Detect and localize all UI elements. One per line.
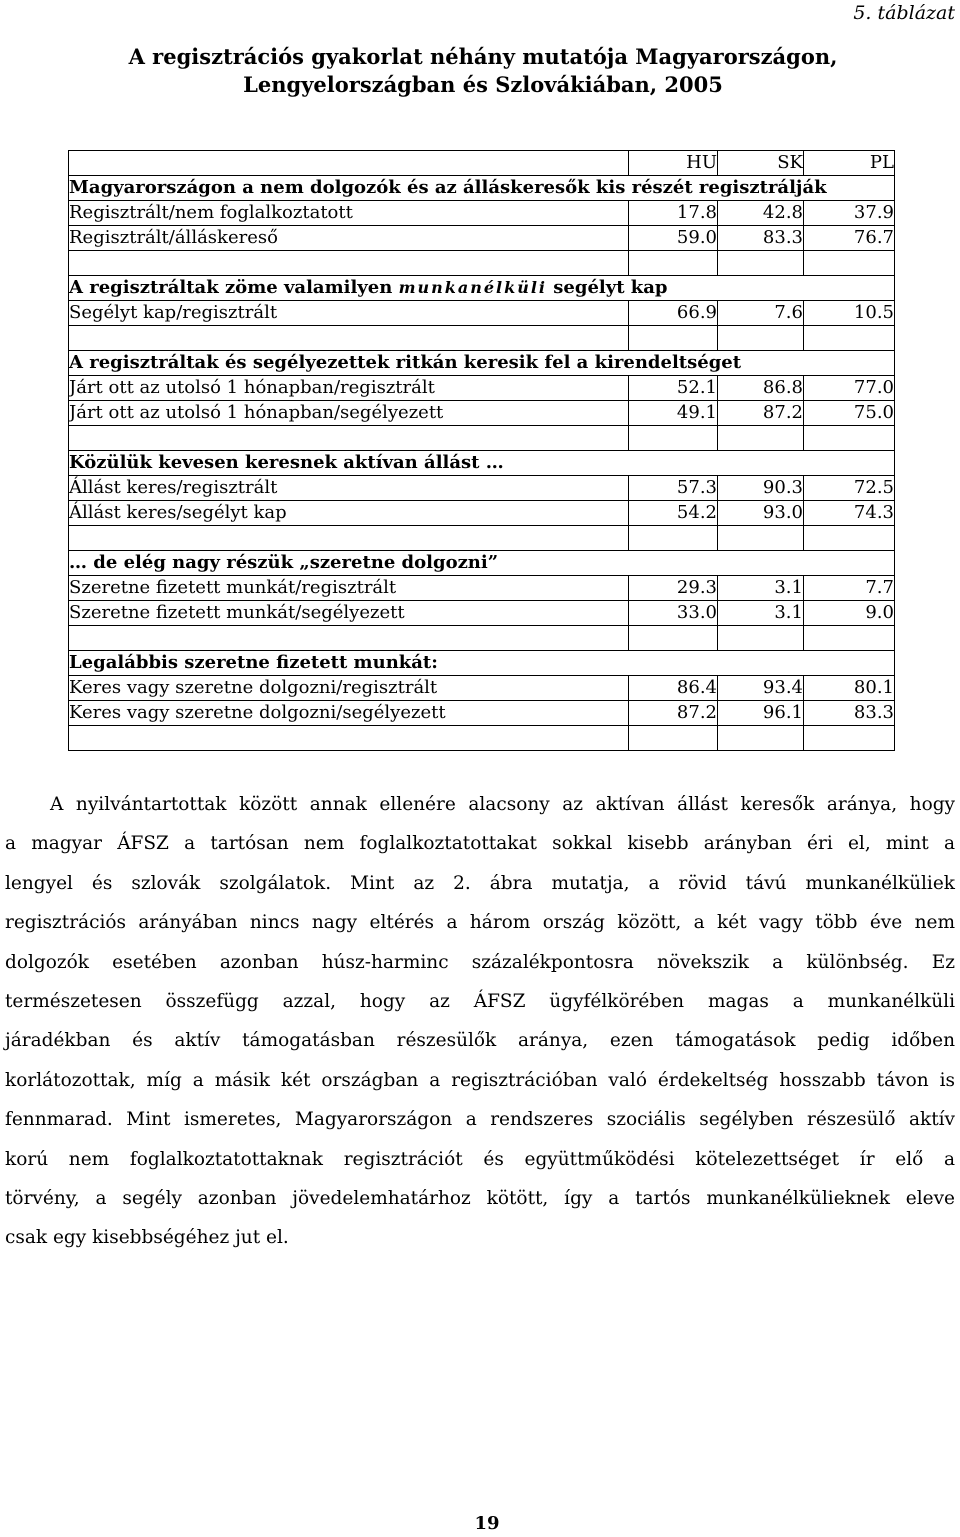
value-pl: 10.5 bbox=[804, 301, 895, 326]
table-row bbox=[69, 301, 895, 326]
section-heading: A regisztráltak és segélyezettek ritkán keresik fel a kirendeltséget bbox=[69, 351, 895, 376]
value-pl: 72.5 bbox=[804, 476, 895, 501]
row-label: Állást keres/segélyt kap bbox=[69, 501, 629, 526]
value-sk: 83.3 bbox=[718, 226, 804, 251]
empty-cell bbox=[69, 251, 629, 276]
value-hu: 17.8 bbox=[629, 201, 718, 226]
empty-header-cell bbox=[69, 151, 629, 176]
value-hu: 52.1 bbox=[629, 376, 718, 401]
paragraph-line: korú nem foglalkoztatottaknak regisztrációt és együttműködési kötelezettséget ír elő a bbox=[5, 1148, 955, 1170]
value-sk: 3.1 bbox=[718, 576, 804, 601]
value-hu: 59.0 bbox=[629, 226, 718, 251]
value-pl: 77.0 bbox=[804, 376, 895, 401]
empty-cell bbox=[718, 726, 804, 751]
table-row bbox=[69, 601, 895, 626]
table-row bbox=[69, 226, 895, 251]
paragraph-line: korlátozottak, míg a másik két országban a regisztrációban való érdekeltség hosszabb távon is bbox=[5, 1069, 955, 1091]
spacer-row bbox=[69, 626, 895, 651]
row-label: Keres vagy szeretne dolgozni/segélyezett bbox=[69, 701, 629, 726]
value-hu: 57.3 bbox=[629, 476, 718, 501]
empty-cell bbox=[718, 326, 804, 351]
value-pl: 37.9 bbox=[804, 201, 895, 226]
value-pl: 75.0 bbox=[804, 401, 895, 426]
paragraph-line: A nyilvántartottak között annak ellenére alacsony az aktívan állást keresők aránya, hogy bbox=[50, 794, 955, 815]
row-label: Állást keres/regisztrált bbox=[69, 476, 629, 501]
page-number: 19 bbox=[474, 1513, 500, 1534]
row-label: Regisztrált/álláskereső bbox=[69, 226, 629, 251]
empty-cell bbox=[69, 626, 629, 651]
empty-cell bbox=[718, 626, 804, 651]
paragraph-line: lengyel és szlovák szolgálatok. Mint az 2. ábra mutatja, a rövid távú munkanélküliek bbox=[5, 872, 955, 894]
empty-cell bbox=[718, 526, 804, 551]
title-line: Lengyelországban és Szlovákiában, 2005 bbox=[243, 72, 723, 97]
empty-cell bbox=[629, 526, 718, 551]
spacer-row bbox=[69, 526, 895, 551]
column-header-pl: PL bbox=[804, 151, 895, 176]
section-heading: … de elég nagy részük „szeretne dolgozni” bbox=[69, 551, 895, 576]
section-heading-row bbox=[69, 551, 895, 576]
row-label: Regisztrált/nem foglalkoztatott bbox=[69, 201, 629, 226]
paragraph-line: dolgozók esetében azonban húsz-harminc százalékpontosra növekszik a különbség. Ez bbox=[5, 951, 955, 973]
table-row bbox=[69, 201, 895, 226]
paragraph-line: járadékban és aktív támogatásban részesülők aránya, ezen támogatások pedig időben bbox=[5, 1030, 955, 1052]
paragraph-line: természetesen összefügg azzal, hogy az ÁFSZ ügyfélkörében magas a munkanélküli bbox=[5, 990, 955, 1012]
title-line: A regisztrációs gyakorlat néhány mutatója Magyarországon, bbox=[128, 44, 838, 69]
data-table bbox=[68, 150, 895, 751]
value-sk: 3.1 bbox=[718, 601, 804, 626]
spacer-row bbox=[69, 726, 895, 751]
empty-cell bbox=[718, 426, 804, 451]
section-heading: Magyarországon a nem dolgozók és az álláskeresők kis részét regisztrálják bbox=[69, 176, 895, 201]
value-pl: 7.7 bbox=[804, 576, 895, 601]
value-hu: 29.3 bbox=[629, 576, 718, 601]
column-header-sk: SK bbox=[718, 151, 804, 176]
page-title bbox=[6, 43, 960, 99]
table-row bbox=[69, 476, 895, 501]
section-heading-row bbox=[69, 451, 895, 476]
heading-emphasis: munkanélküli bbox=[398, 278, 547, 297]
value-sk: 87.2 bbox=[718, 401, 804, 426]
value-sk: 93.0 bbox=[718, 501, 804, 526]
row-label: Segélyt kap/regisztrált bbox=[69, 301, 629, 326]
empty-cell bbox=[804, 426, 895, 451]
value-hu: 33.0 bbox=[629, 601, 718, 626]
empty-cell bbox=[629, 626, 718, 651]
value-sk: 96.1 bbox=[718, 701, 804, 726]
spacer-row bbox=[69, 251, 895, 276]
column-header-row bbox=[69, 151, 895, 176]
value-sk: 42.8 bbox=[718, 201, 804, 226]
section-heading: Legalábbis szeretne fizetett munkát: bbox=[69, 651, 895, 676]
spacer-row bbox=[69, 326, 895, 351]
empty-cell bbox=[804, 626, 895, 651]
row-label: Szeretne fizetett munkát/regisztrált bbox=[69, 576, 629, 601]
table-caption: 5. táblázat bbox=[853, 2, 955, 24]
section-heading bbox=[69, 276, 895, 301]
heading-text: A regisztráltak zöme valamilyen bbox=[69, 277, 393, 298]
row-label: Járt ott az utolsó 1 hónapban/regisztrált bbox=[69, 376, 629, 401]
empty-cell bbox=[804, 326, 895, 351]
empty-cell bbox=[629, 726, 718, 751]
section-heading-row bbox=[69, 276, 895, 301]
paragraph-line: a magyar ÁFSZ a tartósan nem foglalkoztatottakat sokkal kisebb arányban éri el, mint a bbox=[5, 833, 955, 855]
section-heading-row bbox=[69, 176, 895, 201]
paragraph-line: törvény, a segély azonban jövedelemhatárhoz kötött, így a tartós munkanélkülieknek eleve bbox=[5, 1187, 955, 1209]
empty-cell bbox=[718, 251, 804, 276]
table-row bbox=[69, 376, 895, 401]
row-label: Járt ott az utolsó 1 hónapban/segélyezett bbox=[69, 401, 629, 426]
empty-cell bbox=[804, 251, 895, 276]
body-paragraph bbox=[5, 785, 955, 1258]
empty-cell bbox=[629, 251, 718, 276]
value-pl: 76.7 bbox=[804, 226, 895, 251]
column-header-hu: HU bbox=[629, 151, 718, 176]
table-row bbox=[69, 676, 895, 701]
empty-cell bbox=[629, 426, 718, 451]
row-label: Keres vagy szeretne dolgozni/regisztrált bbox=[69, 676, 629, 701]
heading-text: segélyt kap bbox=[553, 277, 668, 298]
value-hu: 86.4 bbox=[629, 676, 718, 701]
empty-cell bbox=[629, 326, 718, 351]
empty-cell bbox=[69, 526, 629, 551]
value-sk: 86.8 bbox=[718, 376, 804, 401]
value-pl: 80.1 bbox=[804, 676, 895, 701]
empty-cell bbox=[69, 726, 629, 751]
paragraph-line: fennmarad. Mint ismeretes, Magyarországon a rendszeres szociális segélyben részesülő aktív bbox=[5, 1109, 955, 1131]
value-pl: 83.3 bbox=[804, 701, 895, 726]
table-row bbox=[69, 576, 895, 601]
empty-cell bbox=[804, 526, 895, 551]
value-hu: 66.9 bbox=[629, 301, 718, 326]
value-sk: 93.4 bbox=[718, 676, 804, 701]
value-hu: 87.2 bbox=[629, 701, 718, 726]
section-heading-row bbox=[69, 651, 895, 676]
paragraph-line: csak egy kisebbségéhez jut el. bbox=[5, 1227, 289, 1249]
spacer-row bbox=[69, 426, 895, 451]
section-heading-row bbox=[69, 351, 895, 376]
value-hu: 54.2 bbox=[629, 501, 718, 526]
section-heading: Közülük kevesen keresnek aktívan állást … bbox=[69, 451, 895, 476]
value-pl: 9.0 bbox=[804, 601, 895, 626]
table-row bbox=[69, 501, 895, 526]
value-sk: 90.3 bbox=[718, 476, 804, 501]
paragraph-line: regisztrációs arányában nincs nagy eltérés a három ország között, a két vagy több éve nem bbox=[5, 912, 955, 934]
value-hu: 49.1 bbox=[629, 401, 718, 426]
table-row bbox=[69, 701, 895, 726]
table-row bbox=[69, 401, 895, 426]
value-pl: 74.3 bbox=[804, 501, 895, 526]
empty-cell bbox=[804, 726, 895, 751]
empty-cell bbox=[69, 326, 629, 351]
value-sk: 7.6 bbox=[718, 301, 804, 326]
empty-cell bbox=[69, 426, 629, 451]
row-label: Szeretne fizetett munkát/segélyezett bbox=[69, 601, 629, 626]
